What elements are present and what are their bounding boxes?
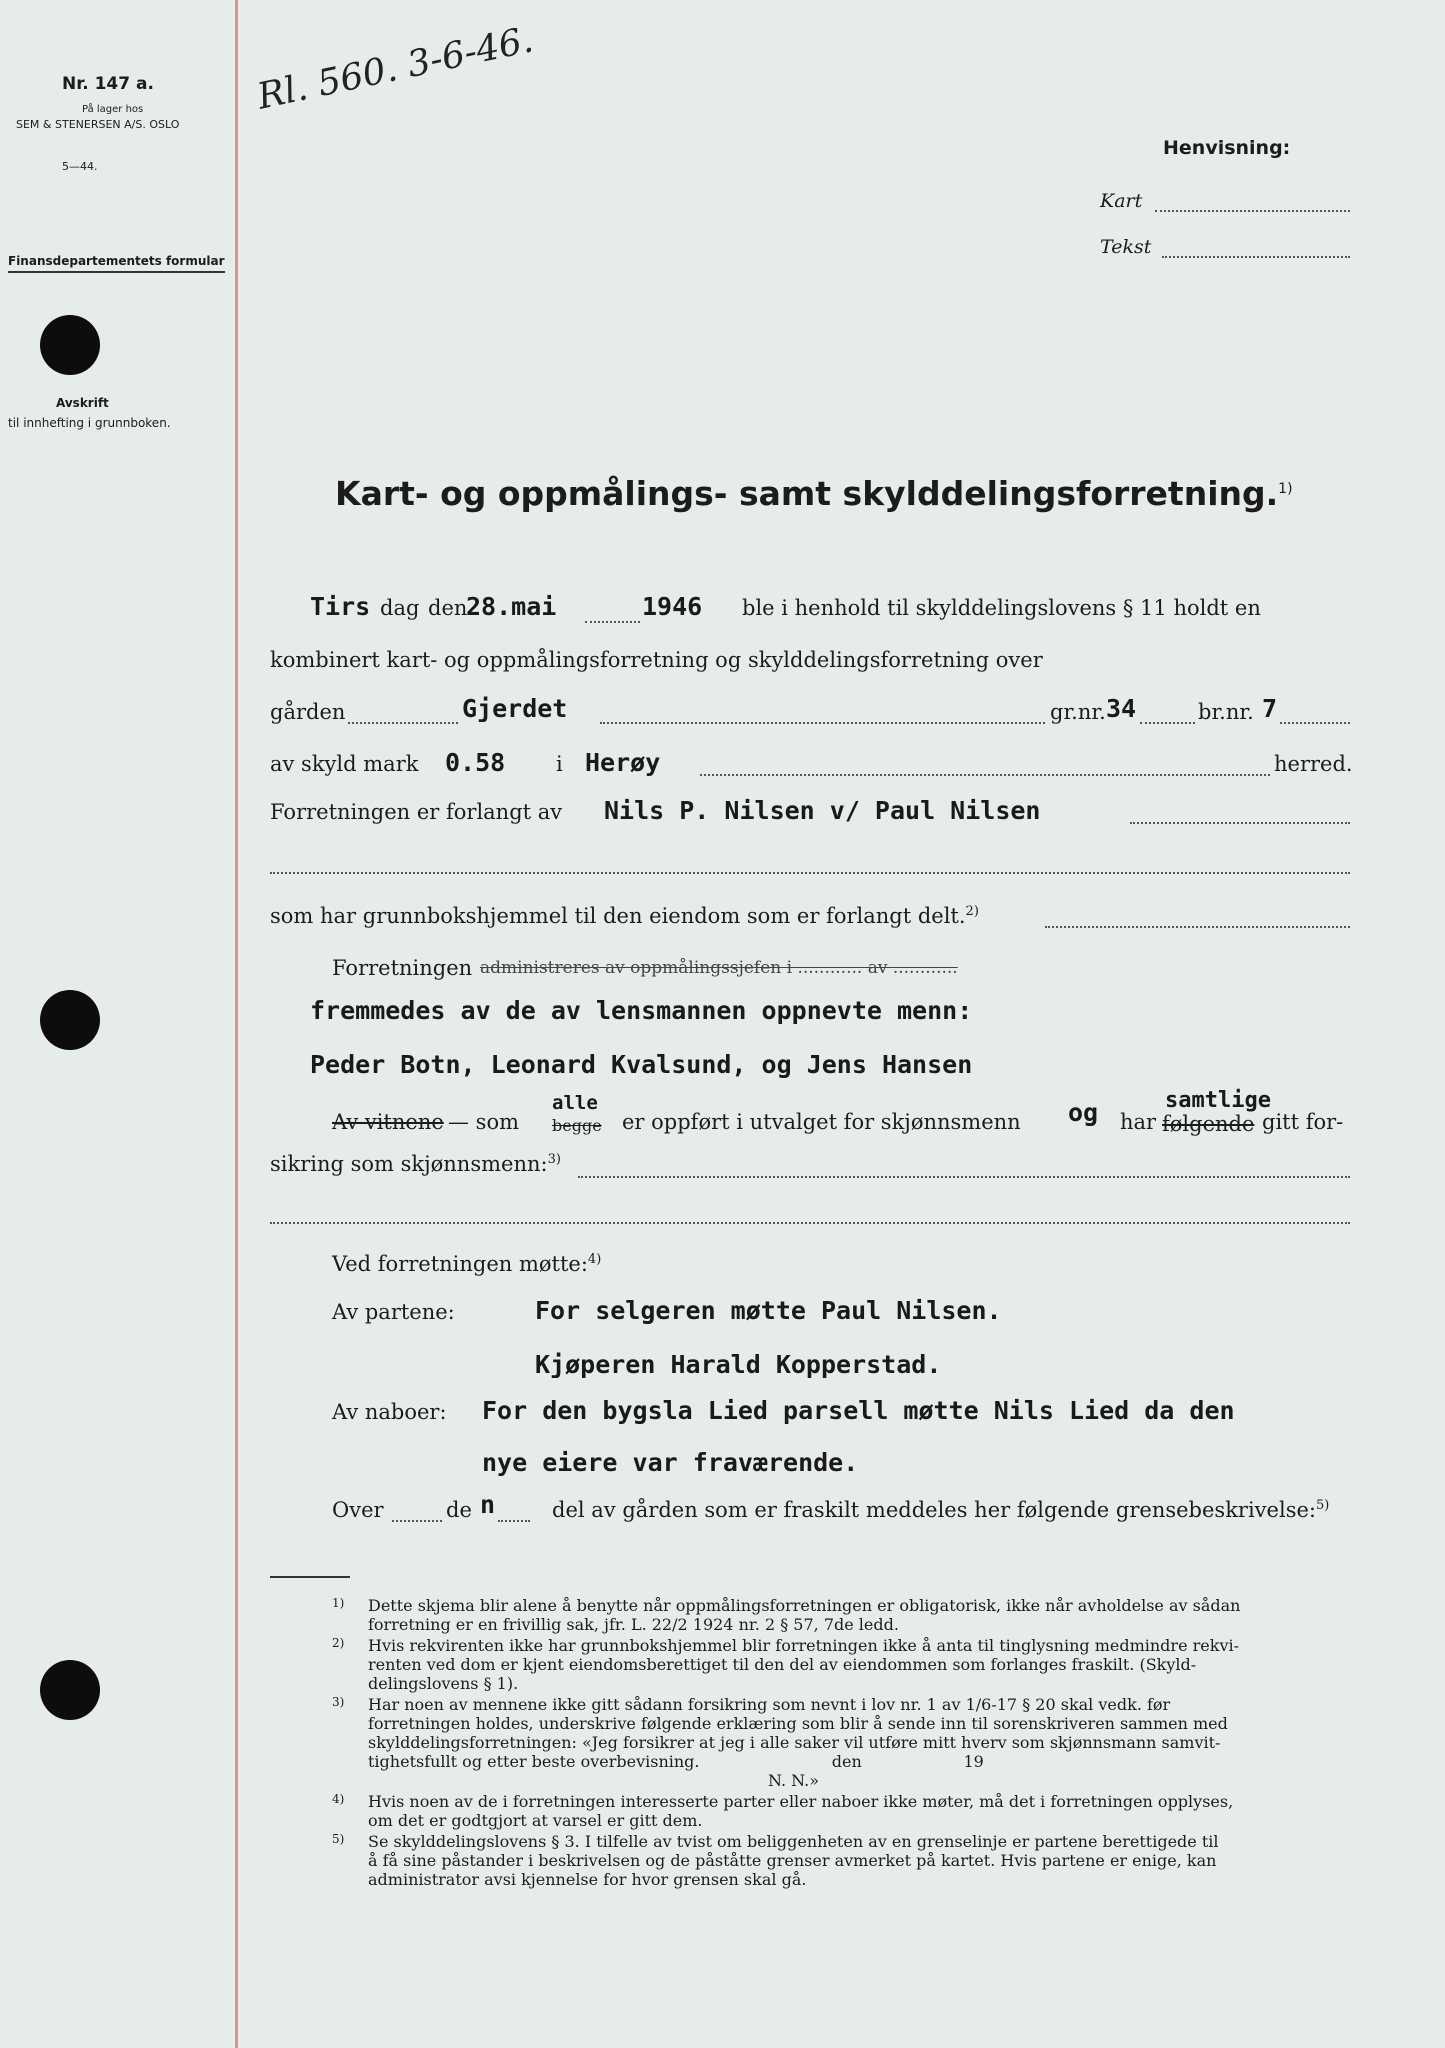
grnr-value: 34 — [1106, 694, 1137, 723]
neighbours-label: Av naboer: — [332, 1400, 447, 1424]
footnote-line: om det er godtgjort at varsel er gitt dem. — [368, 1811, 703, 1830]
punch-hole-middle — [40, 990, 100, 1050]
admin-struck-text: administreres av oppmålingssjefen i ............ av ............ — [480, 958, 958, 978]
farm-line-b — [600, 722, 1045, 724]
brnr-label: br.nr. — [1198, 700, 1254, 724]
stock-line: På lager hos — [82, 104, 144, 115]
farm-line-a — [348, 722, 458, 724]
footnote-line: Har noen av mennene ikke gitt sådann forsikring som nevnt i lov nr. 1 av 1/6-17 § 20 skal vedk. før — [368, 1695, 1171, 1714]
footnote-5 — [332, 1832, 1352, 1889]
over-label: Over — [332, 1498, 384, 1522]
footnote-signature — [332, 1771, 1352, 1790]
hjemmel-text: som har grunnbokshjemmel til den eiendom som er forlangt delt.$^{2)}$ — [270, 904, 979, 928]
parties-line-2: Kjøperen Harald Kopperstad. — [535, 1350, 942, 1379]
reference-tekst-line — [1162, 256, 1350, 258]
requested-value: Nils P. Nilsen v/ Paul Nilsen — [604, 796, 1041, 825]
den2-value: n — [480, 1490, 496, 1519]
neighbours-line-1: For den bygsla Lied parsell møtte Nils Lied da den — [482, 1396, 1235, 1425]
year-value: 1946 — [642, 592, 703, 621]
department-label: Finansdepartementets formular — [8, 254, 225, 273]
footnote-number: 5) — [332, 1832, 345, 1846]
footnote-2 — [332, 1636, 1352, 1693]
footnote-4 — [332, 1792, 1352, 1830]
footnote-line: renten ved dom er kjent eiendomsberettiget til den del av eiendommen som forlanges fraskilt. (Skyld- — [368, 1655, 1197, 1674]
date-line — [585, 621, 640, 623]
admin-label: Forretningen — [332, 956, 473, 980]
witness-insert-alle: alle — [552, 1092, 598, 1114]
i-label: i — [556, 752, 563, 776]
footnote-line: å få sine påstander i beskrivelsen og de påståtte grenser avmerket på kartet. Hvis partene er enige, kan — [368, 1851, 1217, 1870]
footnote-signature-text: N. N.» — [768, 1771, 819, 1790]
intro-text: ble i henhold til skylddelingslovens § 11 holdt en — [742, 596, 1261, 620]
footnote-number: 1) — [332, 1596, 345, 1610]
boundary-text: del av gården som er fraskilt meddeles her følgende grensebeskrivelse:$^{5)}$ — [552, 1498, 1330, 1522]
attended-label: Ved forretningen møtte:$^{4)}$ — [332, 1252, 602, 1276]
den2-label: de — [446, 1498, 472, 1522]
den2-line — [498, 1520, 530, 1522]
edition: 5—44. — [62, 160, 98, 173]
herred-label: herred. — [1274, 752, 1353, 776]
witness-og: og — [1068, 1098, 1099, 1127]
footnote-line: delingslovens § 1). — [368, 1674, 519, 1693]
footnote-line: Se skylddelingslovens § 3. I tilfelle av tvist om beliggenheten av en grenselinje er partene berettigede til — [368, 1832, 1219, 1851]
margin-rule — [235, 0, 238, 2048]
footnote-line: forretningen holdes, underskrive følgende erklæring som blir å sende inn til sorenskriveren sammen med — [368, 1714, 1228, 1733]
footnote-line: Hvis rekvirenten ikke har grunnbokshjemmel blir forretningen ikke å anta til tinglysning medmindre rekvi- — [368, 1636, 1239, 1655]
forsikring-text: sikring som skjønnsmenn:$^{3)}$ — [270, 1152, 561, 1176]
punch-hole-bottom — [40, 1660, 100, 1720]
reference-label: Henvisning: — [1163, 137, 1291, 159]
skyld-value: 0.58 — [445, 748, 506, 777]
date-value: 28.mai — [466, 592, 557, 621]
publisher: SEM & STENERSEN A/S. OSLO — [16, 118, 180, 131]
witness-struck-folgende: følgende — [1162, 1112, 1255, 1136]
herred-line — [700, 774, 1270, 776]
reference-tekst-label: Tekst — [1100, 236, 1152, 258]
footnote-line: tighetsfullt og etter beste overbevisning. den 19 — [368, 1752, 984, 1771]
footnote-number: 2) — [332, 1636, 345, 1650]
witness-insert-samtlige: samtlige — [1165, 1088, 1271, 1113]
forsikring-line-2 — [270, 1222, 1350, 1224]
brnr-value: 7 — [1262, 694, 1278, 723]
requested-line — [1130, 822, 1350, 824]
grnr-line — [1140, 722, 1195, 724]
footnote-line: administrator avsi kjennelse for hvor grensen skal gå. — [368, 1870, 807, 1889]
footnote-separator — [270, 1576, 350, 1578]
herred-value: Herøy — [585, 748, 661, 777]
form-number: Nr. 147 a. — [62, 74, 154, 94]
skyld-label: av skyld mark — [270, 752, 419, 776]
neighbours-line-2: nye eiere var fraværende. — [482, 1448, 859, 1477]
parties-label: Av partene: — [332, 1300, 455, 1324]
brnr-line — [1280, 722, 1350, 724]
footnote-line: Hvis noen av de i forretningen interesserte parter eller naboer ikke møter, må det i forretningen opplyses, — [368, 1792, 1234, 1811]
hjemmel-line — [1045, 926, 1350, 928]
day-label: dag — [380, 596, 420, 620]
footnote-line: skylddelingsforretningen: «Jeg forsikrer at jeg i alle saker vil utføre mitt hverv som skjønnsmann samvit- — [368, 1733, 1221, 1752]
farm-value: Gjerdet — [462, 694, 568, 723]
grnr-label: gr.nr. — [1050, 700, 1106, 724]
witness-mid-1: — som — [448, 1110, 520, 1134]
copy-label: Avskrift — [56, 396, 109, 410]
footnotes — [332, 1596, 1352, 1889]
copy-description: til innhefting i grunnboken. — [8, 416, 171, 430]
forsikring-line — [578, 1176, 1350, 1178]
footnote-line: Dette skjema blir alene å benytte når oppmålingsforretningen er obligatorisk, ikke når avholdelse av sådan — [368, 1596, 1241, 1615]
witness-end: gitt for- — [1262, 1110, 1344, 1134]
witness-struck-start: Av vitnene — [332, 1110, 444, 1134]
footnote-line: forretning er en frivillig sak, jfr. L. 22/2 1924 nr. 2 § 57, 7de ledd. — [368, 1615, 899, 1634]
witness-struck-begge: begge — [552, 1116, 602, 1135]
reference-kart-label: Kart — [1100, 190, 1143, 212]
witness-mid-2: er oppført i utvalget for skjønnsmenn — [622, 1110, 1021, 1134]
footnote-number: 3) — [332, 1695, 345, 1709]
admin-line-1: fremmedes av de av lensmannen oppnevte menn: — [310, 996, 973, 1025]
parties-line-1: For selgeren møtte Paul Nilsen. — [535, 1296, 1002, 1325]
requested-line-2 — [270, 872, 1350, 874]
over-line — [392, 1520, 442, 1522]
line2-text: kombinert kart- og oppmålingsforretning og skylddelingsforretning over — [270, 648, 1043, 672]
footnote-1 — [332, 1596, 1352, 1634]
admin-line-2: Peder Botn, Leonard Kvalsund, og Jens Hansen — [310, 1050, 973, 1079]
requested-label: Forretningen er forlangt av — [270, 800, 563, 824]
den-label: den — [428, 596, 468, 620]
farm-label: gården — [270, 700, 346, 724]
footnote-number: 4) — [332, 1792, 345, 1806]
handwritten-reference: Rl. 560. 3-6-46. — [253, 19, 537, 118]
reference-kart-line — [1155, 210, 1350, 212]
witness-har: har — [1120, 1110, 1157, 1134]
document-title: Kart- og oppmålings- samt skylddelingsforretning.$^{1)}$ — [335, 474, 1293, 513]
footnote-3 — [332, 1695, 1352, 1771]
day-value: Tirs — [310, 592, 371, 621]
punch-hole-top — [40, 315, 100, 375]
footnote-number — [332, 1771, 368, 1790]
